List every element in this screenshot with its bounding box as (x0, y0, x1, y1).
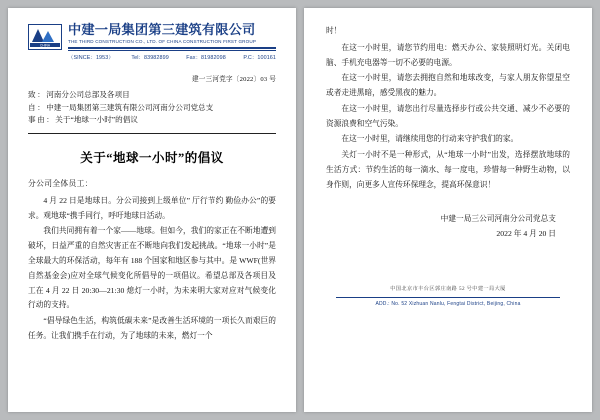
body-paragraph: “倡导绿色生活，构筑低碳未来”是改善生活环境的一项长久而艰巨的任务。让我们携手在行动，为了地球的未来，燃灯一个 (28, 316, 276, 340)
company-name-en: THE THIRD CONSTRUCTION CO., LTD. OF CHINA CONSTRUCTION FIRST GROUP (68, 39, 257, 45)
document-number: 建一三河党字〔2022〕03 号 (192, 76, 276, 84)
svg-text:CHINA: CHINA (40, 43, 50, 48)
company-name-cn: 中建一局集团第三建筑有限公司 (68, 22, 256, 37)
header-divider (28, 133, 276, 134)
header-fields (28, 89, 276, 127)
salutation: 分公司全体员工： (28, 178, 93, 188)
signature-date: 2022 年 4 月 20 日 (496, 229, 556, 238)
letterhead-rule-thick (68, 47, 276, 49)
letterhead-contact-row (68, 53, 276, 61)
field-subject-label: 事由： (28, 115, 56, 125)
letterhead-fax: Fax：81982098 (186, 55, 226, 62)
body-paragraph: 关灯一小时不是一种形式，从“地球一小时”出发，选择摆放地球的生活方式：节约生活的每一滴水、每一度电，珍惜每一种野生动物，以身作则，向更多人宣传环保理念，提高环保意识！ (326, 150, 570, 189)
field-to (28, 89, 276, 102)
letterhead-rule-thin (68, 50, 276, 51)
body-paragraph: 在这一小时里，请您出行尽量选择步行或公共交通、减少不必要的资源浪费和空气污染。 (326, 103, 570, 128)
letterhead-since: （SINCE：1953） (68, 55, 114, 62)
page-title: 关于“地球一小时”的倡议 (80, 150, 224, 165)
signature-org: 中建一局三公司河南分公司党总支 (440, 213, 556, 223)
document-page-left (8, 8, 296, 412)
document-page-right (304, 8, 592, 412)
field-from (28, 102, 276, 115)
field-from-label: 自： (28, 102, 47, 112)
footer-rule (336, 297, 560, 298)
body-paragraph: 我们共同拥有着一个家——地球。但如今，我们的家正在不断地遭到破坏，日益严重的自然灾害正在不断地向我们发起挑战。“地球一小时”是全球最大的环保活动，每年有 188 个国家和地区参与其中。是 WWF(世界自然基金会)应对全球气候变化所倡导的一项倡议。希望总部及各项目及工在 4 月 22 日 20:30—21:30 熄灯一小时，为未来明大家对应对气候变化行动的支持。 (28, 226, 276, 310)
signature-block (326, 211, 570, 242)
letterhead-tel: Tel：83982899 (131, 55, 169, 62)
footer-address-cn: 中国北京市丰台区郭庄南路 52 号中建一局大厦 (390, 286, 506, 293)
body-paragraph: 4 月 22 日是地球日。分公司接到上级单位” 厅行节约 勤俭办公”的要求。观地球“携手同行，呼吁地球日活动。 (28, 195, 276, 220)
field-from-value: 中建一局集团第三建筑有限公司河南分公司党总支 (46, 102, 214, 112)
letterhead-postcode: P.C：100161 (243, 55, 276, 62)
body-paragraph: 在这一小时里，请您去拥抱自然和地球改变，与家人朋友你望星空或者走进黑暗，感受黑夜的魅力。 (326, 73, 570, 98)
field-subject-value: 关于“地球一小时”的倡议 (55, 115, 138, 125)
body-paragraph: 在这一小时里，请您节约用电：燃天办公、家装照明灯光。关闭电脑、手机充电器等一切不必要的电源。 (326, 42, 570, 67)
field-subject (28, 114, 276, 127)
footer-address-en: ADD.: No. 52 Xizhuan Nanlu, Fengtai District, Beijing, China (375, 301, 521, 308)
body-paragraph: 时！ (326, 26, 342, 35)
company-logo-icon (28, 24, 62, 50)
body-paragraph: 在这一小时里，请继续用您的行动来守护我们的家。 (341, 134, 519, 144)
field-to-value: 河南分公司总部及各项目 (46, 90, 130, 100)
letterhead (28, 22, 276, 63)
field-to-label: 致： (28, 90, 47, 100)
